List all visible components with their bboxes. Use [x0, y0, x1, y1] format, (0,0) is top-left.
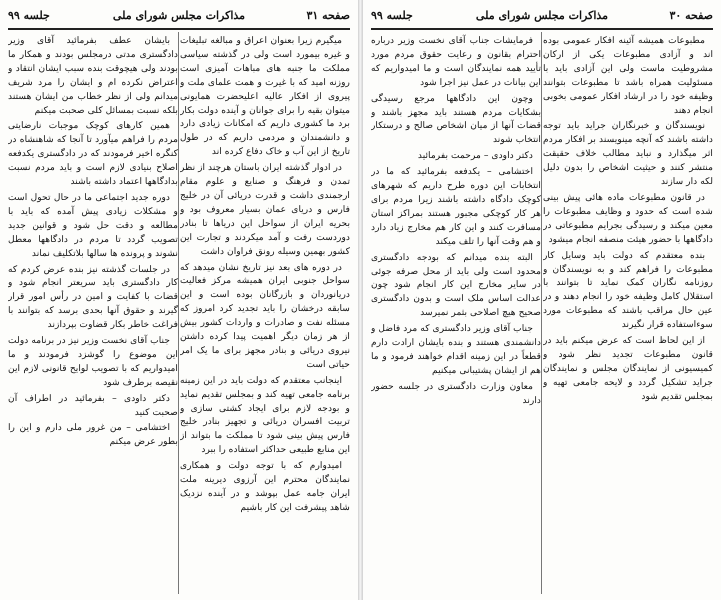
body-paragraph: اینجانب معتقدم که دولت باید در این زمینه برنامه جامعی تهیه کند و بمجلس تقدیم نماید و بودجه لازم برای ایجاد کشتی سازی و تربیت افسران دریائی و تجهیز بنادر خلیج فارس پیش بینی شود تا مملکت ما بتواند از این منابع طبیعی حداکثر استفاده را ببرد	[180, 374, 350, 456]
body-paragraph: نویسندگان و خبرنگاران جراید باید توجه داشته باشند که آنچه مینویسند بر افکار مردم اثر میگذارد و نباید مطالب خلاف حقیقت منتشر کنند و حیثیت اشخاص را بدون دلیل لکه دار سازند	[543, 120, 713, 188]
body-paragraph: بایشان عطف بفرمائید آقای وزیر دادگستری مدتی درمجلس بودند و همکار ما بودند ولی هیچوقت بنده سبب ایشان انتقاد و اعتراض نکرده ام و ایشان را مرد شریف میدانم ولی از نظر خطاب من ایشان هستند بلکه نسبت بمسائل کلی صحبت میکنم	[8, 35, 178, 116]
body-paragraph: دکتر داودی – مرحمت بفرمائید	[417, 150, 533, 162]
body-paragraph: در جلسات گذشته نیز بنده عرض کردم که کار دادگستری باید سریعتر انجام شود و قضات با کفایت و امین در رأس امور قرار گیرند و حقوق آنها بحدی برسد که بتوانند با فراغت خاطر بکار قضاوت بپردازند	[8, 263, 178, 331]
right-page-number: صفحه ۳۰	[669, 9, 713, 22]
body-paragraph: فرمایشات جناب آقای نخست وزیر درباره احترام بقانون و رعایت حقوق مردم مورد تأیید همه نمایندگان است و ما امیدواریم که این بیانات در عمل نیز اجرا شود	[371, 35, 541, 88]
body-paragraph: در قانون مطبوعات ماده هائی پیش بینی شده است که حدود و وظایف مطبوعات را معین میکند و رسیدگی بجرایم مطبوعاتی در دادگاهها با حضور هیئت منصفه انجام میشود	[543, 191, 713, 245]
body-paragraph: در دوره های بعد نیز تاریخ نشان میدهد که سواحل جنوبی ایران همیشه مرکز فعالیت دریانوردان و بازرگانان بوده است و این سابقه درخشان را باید تجدید کرد امروز که مسئله نفت و صادرات و واردات کشور بیش از هر زمان دیگر اهمیت پیدا کرده داشتن نیروی دریائی و بنادر مجهز برای ما یک امر حیاتی است	[180, 261, 350, 370]
body-paragraph: اختشامی – من غرور ملی دارم و این را بطور عرض میکنم	[8, 422, 178, 448]
left-page	[0, 0, 358, 600]
right-page-session: جلسه ۹۹	[371, 9, 413, 22]
left-page-column-left	[8, 34, 178, 594]
right-page	[363, 0, 721, 600]
right-page-column-left	[371, 34, 541, 594]
body-paragraph: همین کارهای کوچک موجبات نارضایتی مردم را فراهم میآورد تا آنجا که شاهنشاه در کنگره اخیر فرمودند که در دادگستری یکدفعه اصلاح بنیادی لازم است و باید مردم نسبت بدادگاهها اعتماد داشته باشند	[8, 120, 178, 188]
body-paragraph: مطبوعات همیشه آئینه افکار عمومی بوده اند و آزادی مطبوعات یکی از ارکان مشروطیت ماست ولی این آزادی باید با مسئولیت همراه باشد تا مطبوعات بتوانند وظیفه خود را در ارشاد افکار عمومی بخوبی انجام دهند	[543, 35, 713, 116]
right-page-title: مذاکرات مجلس شورای ملی	[475, 9, 609, 22]
left-page-title: مذاکرات مجلس شورای ملی	[112, 9, 246, 22]
body-paragraph: البته بنده میدانم که بودجه دادگستری محدود است ولی باید از محل صرفه جوئی در سایر مخارج این کار انجام شود چون عدالت اساس ملک است و بدون دادگستری صحیح هیچ اصلاحی بثمر نمیرسد	[371, 251, 541, 319]
body-paragraph: در ادوار گذشته ایران باستان هرچند از نظر تمدن و فرهنگ و صنایع و علوم مقام ارجمندی داشت و قدرت دریائی آن در خلیج فارس و دریای عمان بسیار معروف بود و بحریه ایران از سواحل این دریاها تا بنادر دوردست رفت و آمد میکردند و تجارت این کشور بهمین وسیله رونق فراوان داشت	[180, 162, 350, 257]
left-page-session: جلسه ۹۹	[8, 9, 50, 22]
left-column-divider	[178, 32, 179, 594]
right-page-header	[371, 4, 713, 28]
body-paragraph: از این لحاظ است که عرض میکنم باید در قانون مطبوعات تجدید نظر شود و کمیسیونی از نمایندگان مجلس و نمایندگان جراید تشکیل گردد و لایحه جامعی تهیه و بمجلس تقدیم شود	[543, 335, 713, 402]
left-page-header	[8, 4, 350, 28]
right-header-rule	[371, 28, 713, 30]
left-page-number: صفحه ۳۱	[306, 9, 350, 22]
right-page-column-right	[543, 34, 713, 594]
body-paragraph: امیدوارم که با توجه دولت و همکاری نمایندگان محترم این آرزوی دیرینه ملت ایران جامه عمل بپوشد و در آینده نزدیک شاهد پیشرفت این کار باشیم	[180, 460, 350, 513]
left-page-column-right	[180, 34, 350, 594]
left-header-rule	[8, 28, 350, 30]
body-paragraph: دکتر داودی – بفرمائید در اطراف آن صحبت کنید	[8, 392, 178, 418]
body-paragraph: جناب آقای وزیر دادگستری که مرد فاضل و دانشمندی هستند و بنده بایشان ارادت دارم قطعاً در این زمینه اقدام خواهند فرمود و ما هم از ایشان پشتیبانی میکنیم	[371, 323, 541, 376]
body-paragraph: جناب آقای نخست وزیر نیز در برنامه دولت این موضوع را گوشزد فرمودند و ما امیدواریم که با تصویب لوایح قانونی لازم این نقیصه برطرف شود	[8, 335, 178, 388]
right-column-divider	[541, 32, 542, 594]
body-paragraph: وچون این دادگاهها مرجع رسیدگی بشکایات مردم هستند باید مجهز باشند و قضات آنها از میان اشخاص صالح و درستکار انتخاب شوند	[371, 92, 541, 146]
body-paragraph: معاون وزارت دادگستری در جلسه حضور دارند	[371, 380, 541, 406]
body-paragraph: میگیرم زیرا بعنوان اعراق و مبالغه تبلیغات و غیره بیمورد است ولی در گذشته سیاسی مملکت ما جنبه های مباهات آمیزی است روزنه امید که با غیرت و همت علمای ملت و پیروی از افکار عالیه اعلیحضرت همایونی میتوان بقیه را برای جوانان و آینده دولت بکار برد ما کشوری داریم که امکانات زیادی دارد و دانشمندان و مردمی داریم که در طول تاریخ از این آب و خاک دفاع کرده اند	[180, 35, 350, 158]
body-paragraph: بنده معتقدم که دولت باید وسایل کار مطبوعات را فراهم کند و به نویسندگان و روزنامه نگاران کمک نماید تا بتوانند با استقلال کامل وظیفه خود را انجام دهند و در عین حال مراقب باشند که مطبوعات مورد سوءاستفاده قرار نگیرند	[543, 249, 713, 331]
body-paragraph: دوره جدید اجتماعی ما در حال تحول است و مشکلات زیادی پیش آمده که باید با مطالعه و دقت حل شود و قوانین جدید تصویب گردد تا مردم در دادگاهها معطل نشوند و پرونده ها سالها بلاتکلیف نماند	[8, 191, 178, 259]
body-paragraph: اختشامی – یکدفعه بفرمائید که ما در انتخابات این دوره طرح داریم که شهرهای کوچک دادگاه داشته باشند زیرا مردم برای هر کار کوچکی مجبور هستند بمراکز استان مسافرت کنند و این کار هم مخارج زیاد دارد و هم وقت آنها را تلف میکند	[371, 166, 541, 247]
